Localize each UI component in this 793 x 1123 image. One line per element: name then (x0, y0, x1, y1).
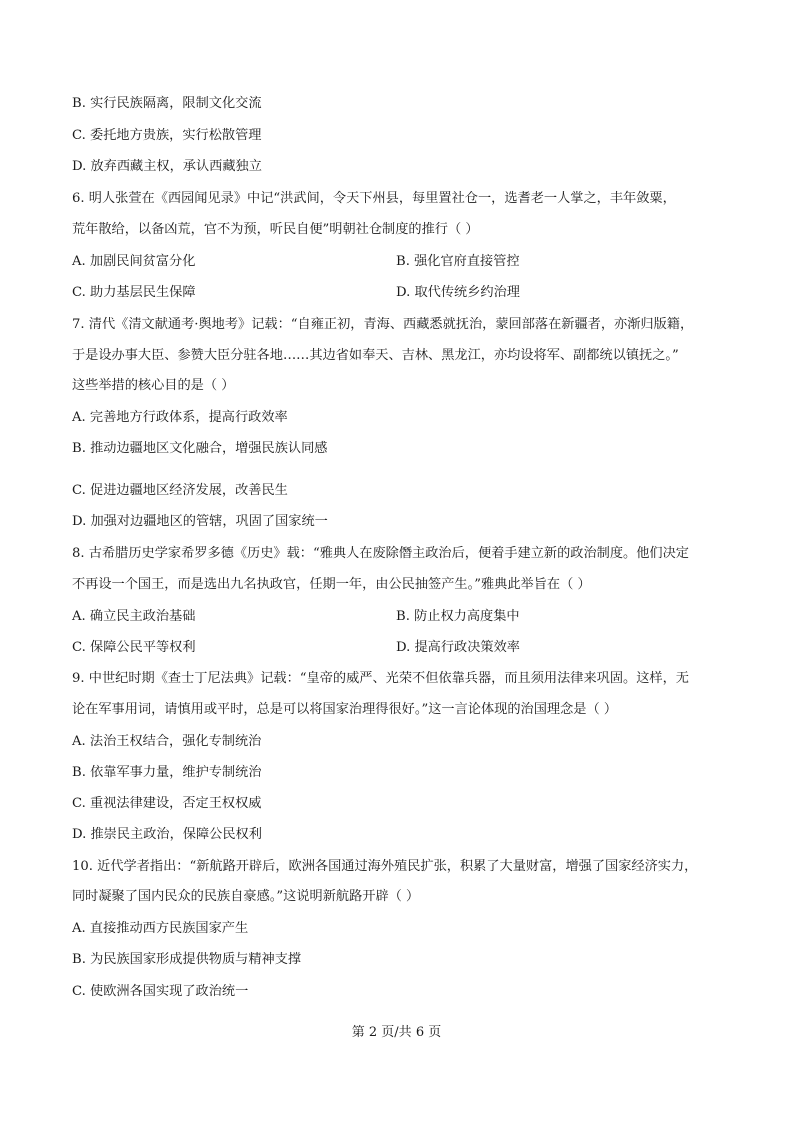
option-line: C. 使欧洲各国实现了政治统一 (72, 984, 249, 999)
question-6-text: 荒年散给，以备凶荒，官不为预，听民自便”明朝社仓制度的推行（ ） (72, 222, 479, 237)
option-line: B. 实行民族隔离，限制文化交流 (72, 96, 262, 111)
option-line: B. 防止权力高度集中 (396, 609, 520, 624)
option-line: A. 确立民主政治基础 (72, 609, 196, 624)
question-7-text: 这些举措的核心目的是（ ） (72, 378, 235, 393)
question-8-text: 8. 古希腊历史学家希罗多德《历史》载：“雅典人在废除僭主政治后，便着手建立新的政治制度。他们决定 (72, 546, 689, 561)
option-line: D. 提高行政决策效率 (396, 640, 520, 655)
question-7-text: 7. 清代《清文献通考·舆地考》记载：“自雍正初，青海、西藏悉就抚治，蒙回部落在新疆者，亦渐归版籍， (72, 317, 694, 332)
option-line: B. 依靠军事力量，维护专制统治 (72, 765, 262, 780)
option-line: C. 重视法律建设，否定王权权威 (72, 796, 262, 811)
option-line: C. 助力基层民生保障 (72, 285, 196, 300)
option-line: C. 促进边疆地区经济发展，改善民生 (72, 483, 288, 498)
option-line: D. 放弃西藏主权，承认西藏独立 (72, 159, 262, 174)
option-line: A. 完善地方行政体系，提高行政效率 (72, 410, 288, 425)
option-line: B. 强化官府直接管控 (396, 254, 520, 269)
option-line: A. 直接推动西方民族国家产生 (72, 921, 249, 936)
question-10-text: 10. 近代学者指出：“新航路开辟后，欧洲各国通过海外殖民扩张，积累了大量财富，增强了国家经济实力， (72, 859, 698, 874)
question-8-text: 不再设一个国王，而是选出九名执政官，任期一年，由公民抽签产生。”雅典此举旨在（ ） (72, 577, 591, 592)
option-line: B. 推动边疆地区文化融合，增强民族认同感 (72, 441, 328, 456)
option-line: C. 保障公民平等权利 (72, 640, 196, 655)
question-9-text: 9. 中世纪时期《查士丁尼法典》记载：“皇帝的威严、光荣不但依靠兵器，而且须用法律来巩固。这样，无 (72, 671, 689, 686)
question-6-text: 6. 明人张萱在《西园闻见录》中记“洪武间，令天下州县，每里置社仓一，选耆老一人掌之，丰年敛粟， (72, 191, 676, 206)
option-line: C. 委托地方贵族，实行松散管理 (72, 128, 262, 143)
question-10-text: 同时凝聚了国内民众的民族自豪感。”这说明新航路开辟（ ） (72, 889, 420, 904)
option-line: B. 为民族国家形成提供物质与精神支撑 (72, 952, 302, 967)
option-line: D. 加强对边疆地区的管辖，巩固了国家统一 (72, 514, 328, 529)
question-9-text: 论在军事用词，请慎用或平时，总是可以将国家治理得很好。”这一言论体现的治国理念是（ ） (72, 702, 618, 717)
option-line: D. 推崇民主政治，保障公民权利 (72, 827, 262, 842)
question-7-text: 于是设办事大臣、参赞大臣分驻各地……其边省如奉天、吉林、黑龙江，亦均设将军、副都统以镇抚之。” (72, 348, 679, 363)
option-line: A. 法治王权结合，强化专制统治 (72, 734, 262, 749)
option-line: D. 取代传统乡约治理 (396, 285, 520, 300)
option-line: A. 加剧民间贫富分化 (72, 254, 196, 269)
page-footer: 第 2 页/共 6 页 (351, 1025, 442, 1040)
